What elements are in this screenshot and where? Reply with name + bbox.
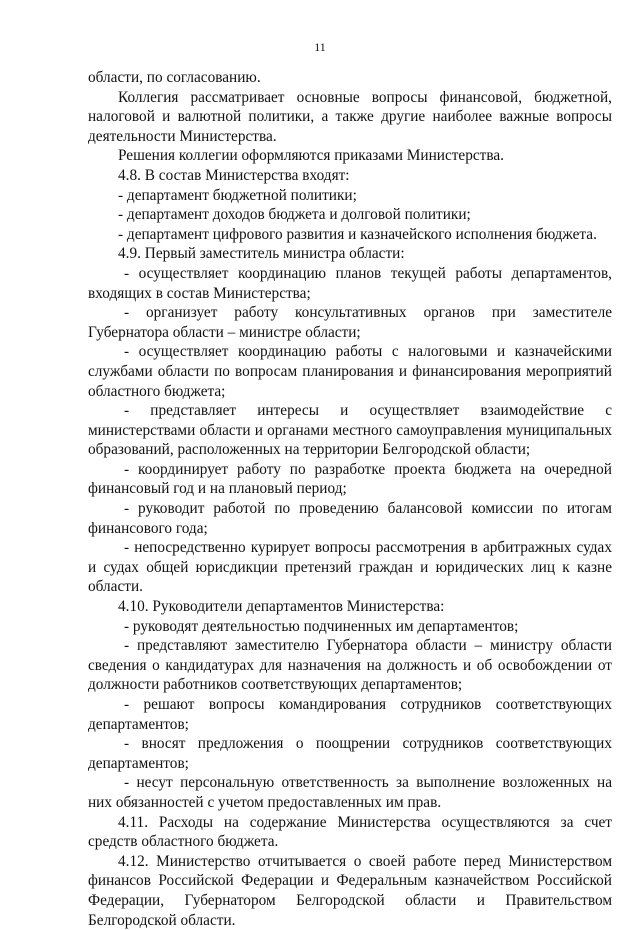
list-item-duty: - осуществляет координацию планов текущей работы департаментов, входящих в состав Министерства; (88, 264, 612, 302)
list-item-department: - департамент бюджетной политики; (118, 186, 357, 204)
list-item-duty: - несут персональную ответственность за выполнение возложенных на них обязанностей с учетом предоставленных им прав. (88, 774, 612, 811)
list-item-duty: - руководят деятельностью подчиненных им департаментов; (124, 617, 519, 635)
list-item-duty: - организует работу консультативных органов при заместителе Губернатора области – министре области; (88, 304, 612, 341)
section-4-11-paragraph: 4.11. Расходы на содержание Министерства осуществляются за счет средств областного бюджета. (88, 813, 612, 851)
paragraph-continuation: области, по согласованию. (88, 69, 261, 86)
list-item-duty: - представляют заместителю Губернатора области – министру области сведения о кандидатурах для назначения на должность и об освобождении от должности работников соответствующих департаментов; (88, 637, 612, 694)
list-item-duty: - осуществляет координацию работы с налоговыми и казначейскими службами области по вопросам планирования и финансирования мероприятий областного бюджета; (88, 343, 612, 400)
section-4-9-heading: 4.9. Первый заместитель министра области: (118, 245, 405, 263)
paragraph-collegium-decisions: Решения коллегии оформляются приказами Министерства. (118, 147, 504, 165)
paragraph-collegium-scope: Коллегия рассматривает основные вопросы финансовой, бюджетной, налоговой и валютной политики, а также другие наиболее важные вопросы деятельности Министерства. (88, 88, 612, 145)
list-item-duty: - представляет интересы и осуществляет взаимодействие с министерствами области и органами местного самоуправления муниципальных образований, расположенных на территории Белгородской области; (88, 402, 612, 459)
document-body (88, 68, 612, 930)
section-4-10-heading: 4.10. Руководители департаментов Министерства: (118, 598, 445, 616)
page-number: 11 (314, 40, 326, 54)
list-item-duty: - непосредственно курирует вопросы рассмотрения в арбитражных судах и судах общей юрисдикции претензий граждан и юридических лиц к казне области. (88, 539, 612, 596)
list-item-department: - департамент цифрового развития и казначейского исполнения бюджета. (118, 225, 597, 243)
list-item-duty: - вносят предложения о поощрении сотрудников соответствующих департаментов; (88, 735, 612, 772)
list-item-department: - департамент доходов бюджета и долговой политики; (118, 206, 471, 224)
list-item-duty: - координирует работу по разработке проекта бюджета на очередной финансовый год и на плановый период; (88, 460, 612, 498)
list-item-duty: - решают вопросы командирования сотрудников соответствующих департаментов; (88, 696, 612, 733)
list-item-duty: - руководит работой по проведению балансовой комиссии по итогам финансового года; (88, 500, 612, 537)
section-4-8-heading: 4.8. В состав Министерства входят: (118, 166, 350, 184)
section-4-12-paragraph: 4.12. Министерство отчитывается о своей работе перед Министерством финансов Российской Федерации и Федеральным казначейством Российской Федерации, Губернатором Белгородской области и Правительством Белгородской области. (88, 852, 612, 929)
